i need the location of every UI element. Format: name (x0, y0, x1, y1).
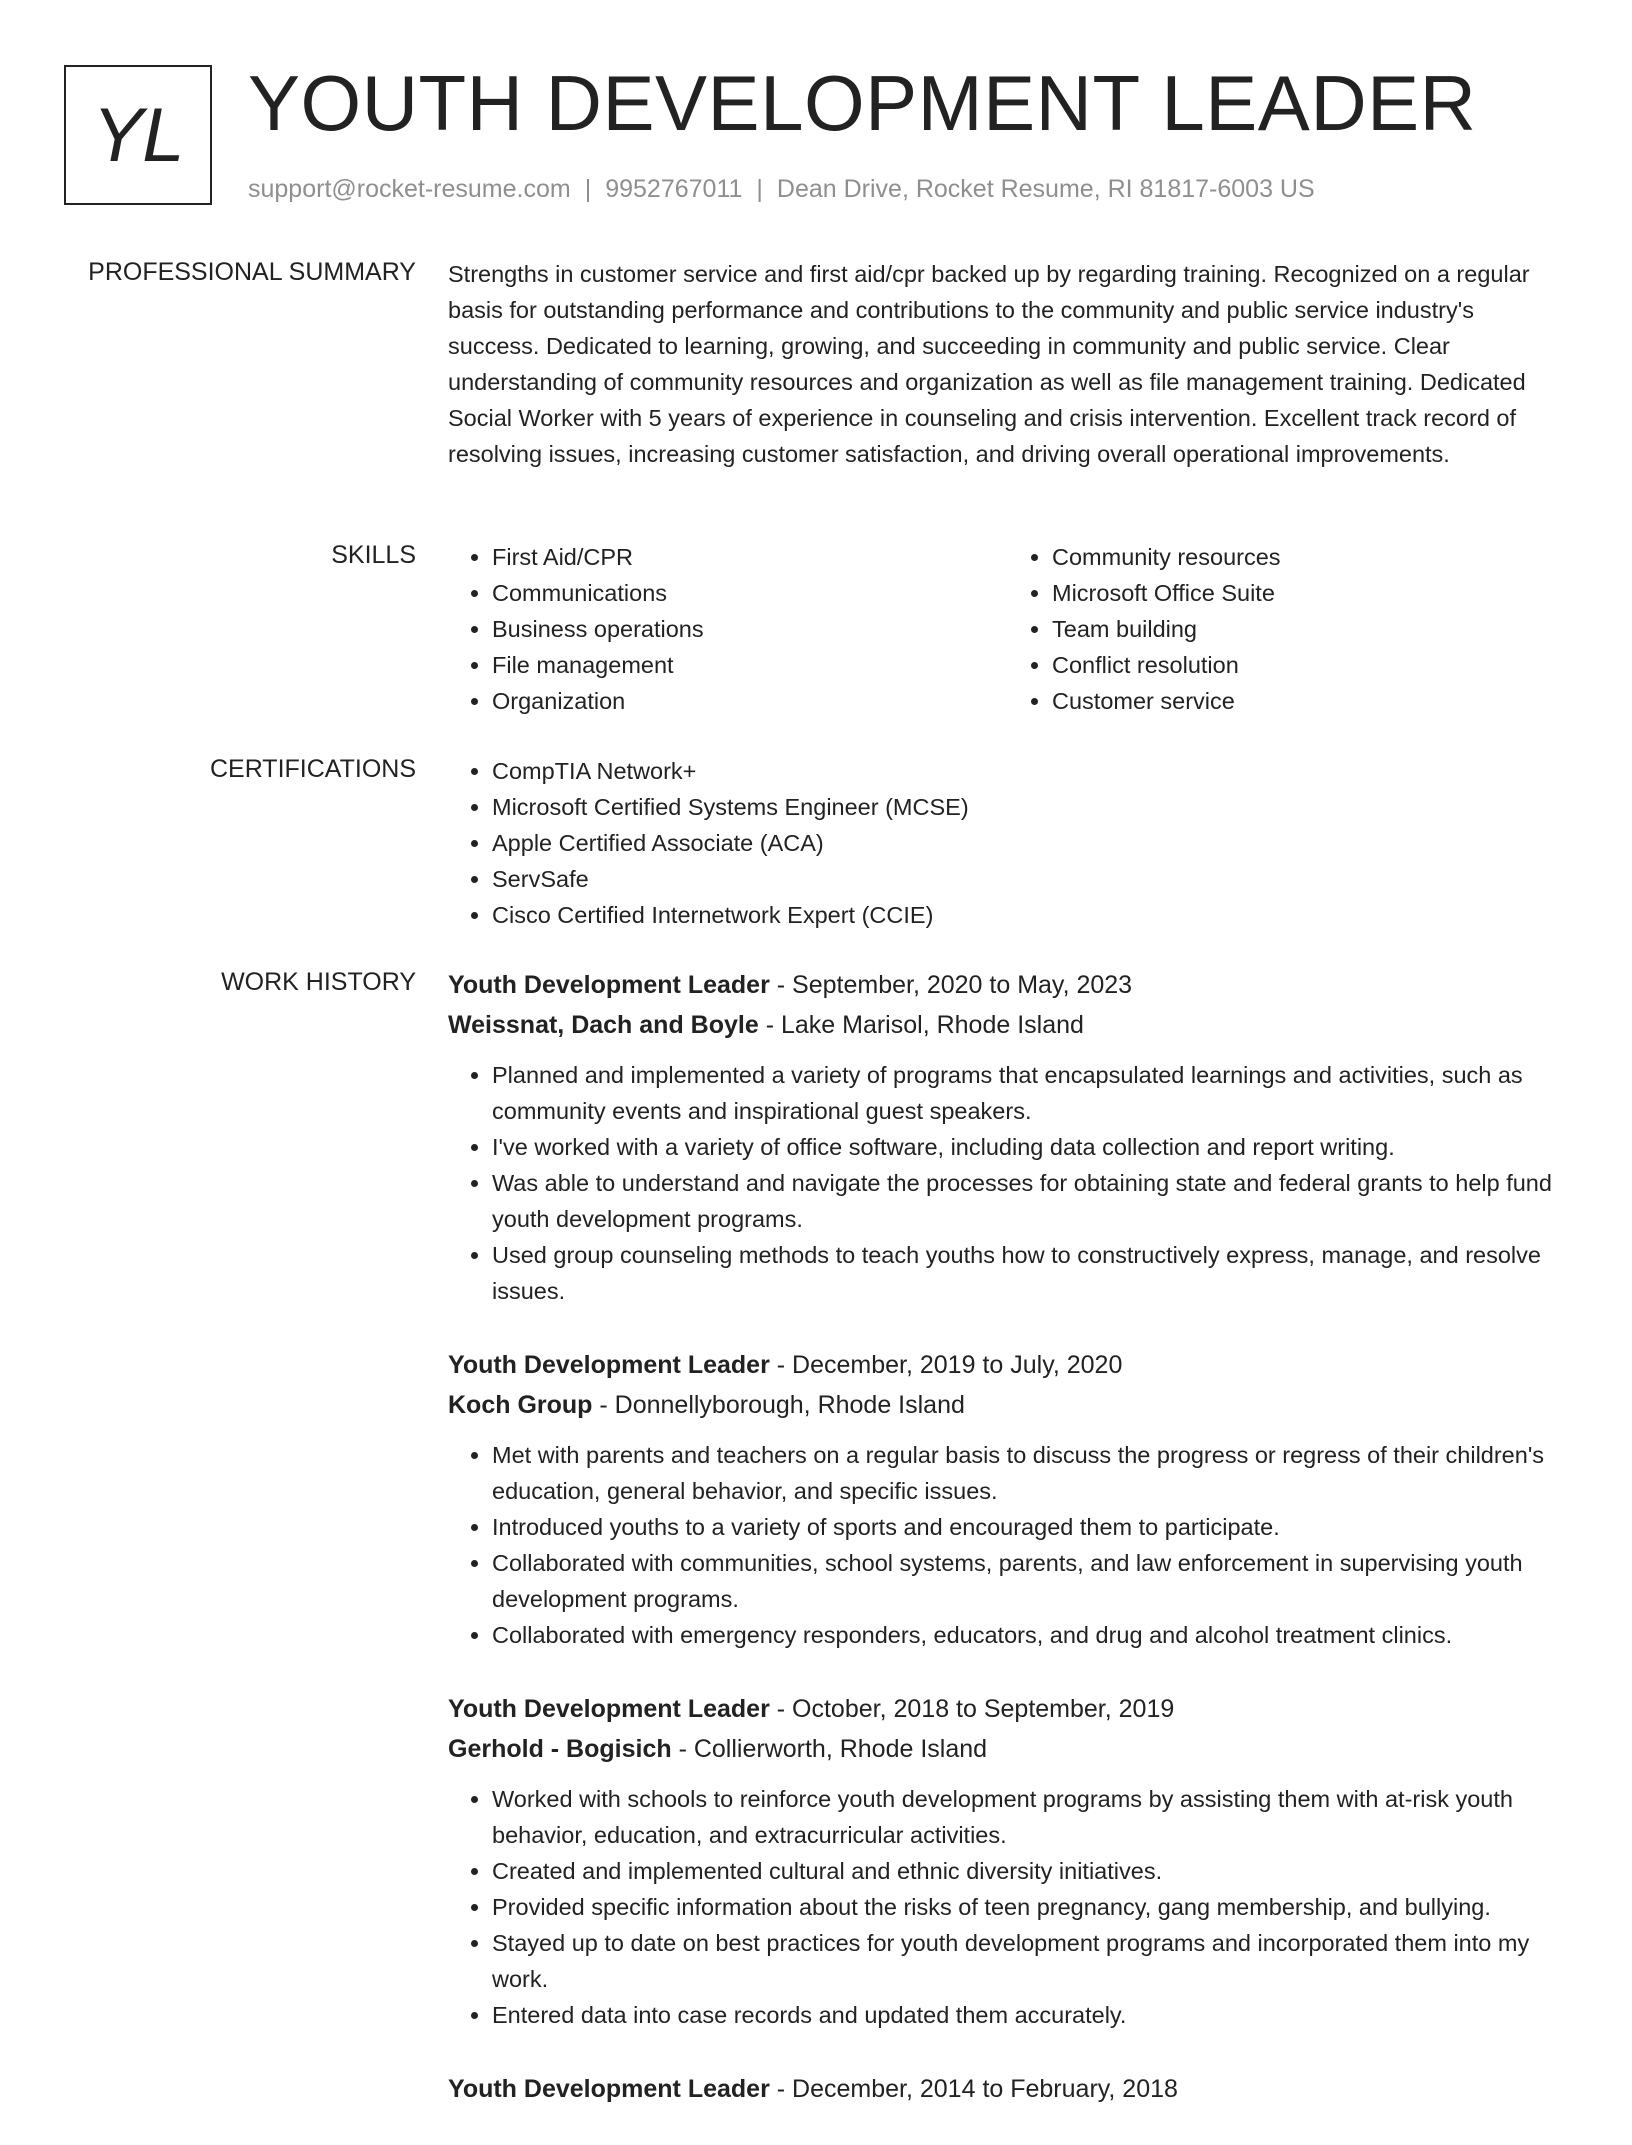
job-entry (448, 2069, 1568, 2109)
job-bullet: • Collaborated with communities, school systems, parents, and law enforcement in supervising youth development programs. (492, 1545, 1568, 1617)
skill-item: • Team building (1052, 611, 1568, 647)
section-label-certifications: CERTIFICATIONS (209, 755, 416, 783)
section-label-skills: SKILLS (331, 541, 416, 569)
contact-separator: | (756, 175, 763, 203)
contact-phone: 9952767011 (605, 175, 743, 203)
monogram-initials: YL (92, 92, 184, 178)
skill-item: • First Aid/CPR (492, 539, 1008, 575)
certification-item: • ServSafe (492, 861, 1568, 897)
skills-list-left (448, 539, 1008, 719)
skill-item: • Organization (492, 683, 1008, 719)
contact-email: support@rocket-resume.com (248, 175, 571, 203)
skills-list-right (1008, 539, 1568, 719)
job-bullet: • Entered data into case records and updated them accurately. (492, 1997, 1568, 2033)
job-title: Youth Development Leader (448, 1695, 770, 1723)
job-entry (448, 1689, 1568, 2033)
skill-item: • Conflict resolution (1052, 647, 1568, 683)
job-bullets (448, 1437, 1568, 1653)
job-entry (448, 1345, 1568, 1653)
summary-text: Strengths in customer service and first aid/cpr backed up by regarding training. Recognized on a regular basis for outstanding performance and contributions to the community and public service industry's success. Dedicated to learning, growing, and succeeding in community and public service. Clear understanding of community resources and organization as well as file management training. Dedicated Social Worker with 5 years of experience in counseling and crisis intervention. Excellent track record of resolving issues, increasing customer satisfaction, and driving overall operational improvements. (448, 261, 1530, 467)
resume-name: YOUTH DEVELOPMENT LEADER (248, 59, 1477, 147)
job-company-line (448, 1729, 1568, 1769)
section-label-work-history: WORK HISTORY (221, 968, 416, 996)
job-title-line (448, 1345, 1568, 1385)
job-company: Koch Group (448, 1391, 593, 1419)
job-bullet: • Planned and implemented a variety of programs that encapsulated learnings and activities, such as community events and inspirational guest speakers. (492, 1057, 1568, 1129)
job-dates: - December, 2019 to July, 2020 (769, 1351, 1123, 1379)
job-bullets (448, 1781, 1568, 2033)
job-company: Gerhold - Bogisich (448, 1735, 672, 1763)
skill-item: • Microsoft Office Suite (1052, 575, 1568, 611)
certification-item: • Cisco Certified Internetwork Expert (CCIE) (492, 897, 1568, 933)
job-title-line (448, 965, 1568, 1005)
monogram-logo (64, 65, 212, 205)
skill-item: • Customer service (1052, 683, 1568, 719)
section-label-summary: PROFESSIONAL SUMMARY (88, 258, 416, 286)
skill-item: • Business operations (492, 611, 1008, 647)
job-title-line (448, 2069, 1568, 2109)
skill-item: • Communications (492, 575, 1008, 611)
job-bullet: • Collaborated with emergency responders, educators, and drug and alcohol treatment clinics. (492, 1617, 1568, 1653)
summary-section (448, 256, 1568, 472)
work-history-section (448, 965, 1568, 2145)
job-company-line (448, 1005, 1568, 1045)
job-company-line (448, 1385, 1568, 1425)
job-title: Youth Development Leader (448, 2075, 770, 2103)
job-location: - Collierworth, Rhode Island (671, 1735, 988, 1763)
certifications-section (448, 753, 1568, 933)
contact-separator: | (584, 175, 592, 203)
job-bullet: • Introduced youths to a variety of sports and encouraged them to participate. (492, 1509, 1568, 1545)
job-bullet: • I've worked with a variety of office software, including data collection and report writing. (492, 1129, 1568, 1165)
job-bullets (448, 1057, 1568, 1309)
job-dates: - December, 2014 to February, 2018 (769, 2075, 1178, 2103)
skill-item: • Community resources (1052, 539, 1568, 575)
job-bullet: • Was able to understand and navigate the processes for obtaining state and federal grants to help fund youth development programs. (492, 1165, 1568, 1237)
job-title-line (448, 1689, 1568, 1729)
job-location: - Lake Marisol, Rhode Island (758, 1011, 1084, 1039)
certification-item: • CompTIA Network+ (492, 753, 1568, 789)
job-location: - Donnellyborough, Rhode Island (592, 1391, 965, 1419)
job-bullet: • Used group counseling methods to teach youths how to constructively express, manage, and resolve issues. (492, 1237, 1568, 1309)
contact-line (248, 175, 1315, 204)
job-dates: - October, 2018 to September, 2019 (769, 1695, 1175, 1723)
job-title: Youth Development Leader (448, 1351, 770, 1379)
job-bullet: • Stayed up to date on best practices for youth development programs and incorporated them into my work. (492, 1925, 1568, 1997)
job-company: Weissnat, Dach and Boyle (448, 1011, 759, 1039)
certification-item: • Apple Certified Associate (ACA) (492, 825, 1568, 861)
job-title: Youth Development Leader (448, 971, 770, 999)
skill-item: • File management (492, 647, 1008, 683)
job-bullet: • Provided specific information about the risks of teen pregnancy, gang membership, and bullying. (492, 1889, 1568, 1925)
contact-address: Dean Drive, Rocket Resume, RI 81817-6003 US (776, 175, 1315, 203)
job-bullet: • Created and implemented cultural and ethnic diversity initiatives. (492, 1853, 1568, 1889)
job-entry (448, 965, 1568, 1309)
job-bullet: • Met with parents and teachers on a regular basis to discuss the progress or regress of their children's education, general behavior, and specific issues. (492, 1437, 1568, 1509)
certification-item: • Microsoft Certified Systems Engineer (MCSE) (492, 789, 1568, 825)
certifications-list (448, 753, 1568, 933)
job-dates: - September, 2020 to May, 2023 (769, 971, 1133, 999)
skills-section (448, 539, 1568, 719)
job-bullet: • Worked with schools to reinforce youth development programs by assisting them with at-risk youth behavior, education, and extracurricular activities. (492, 1781, 1568, 1853)
